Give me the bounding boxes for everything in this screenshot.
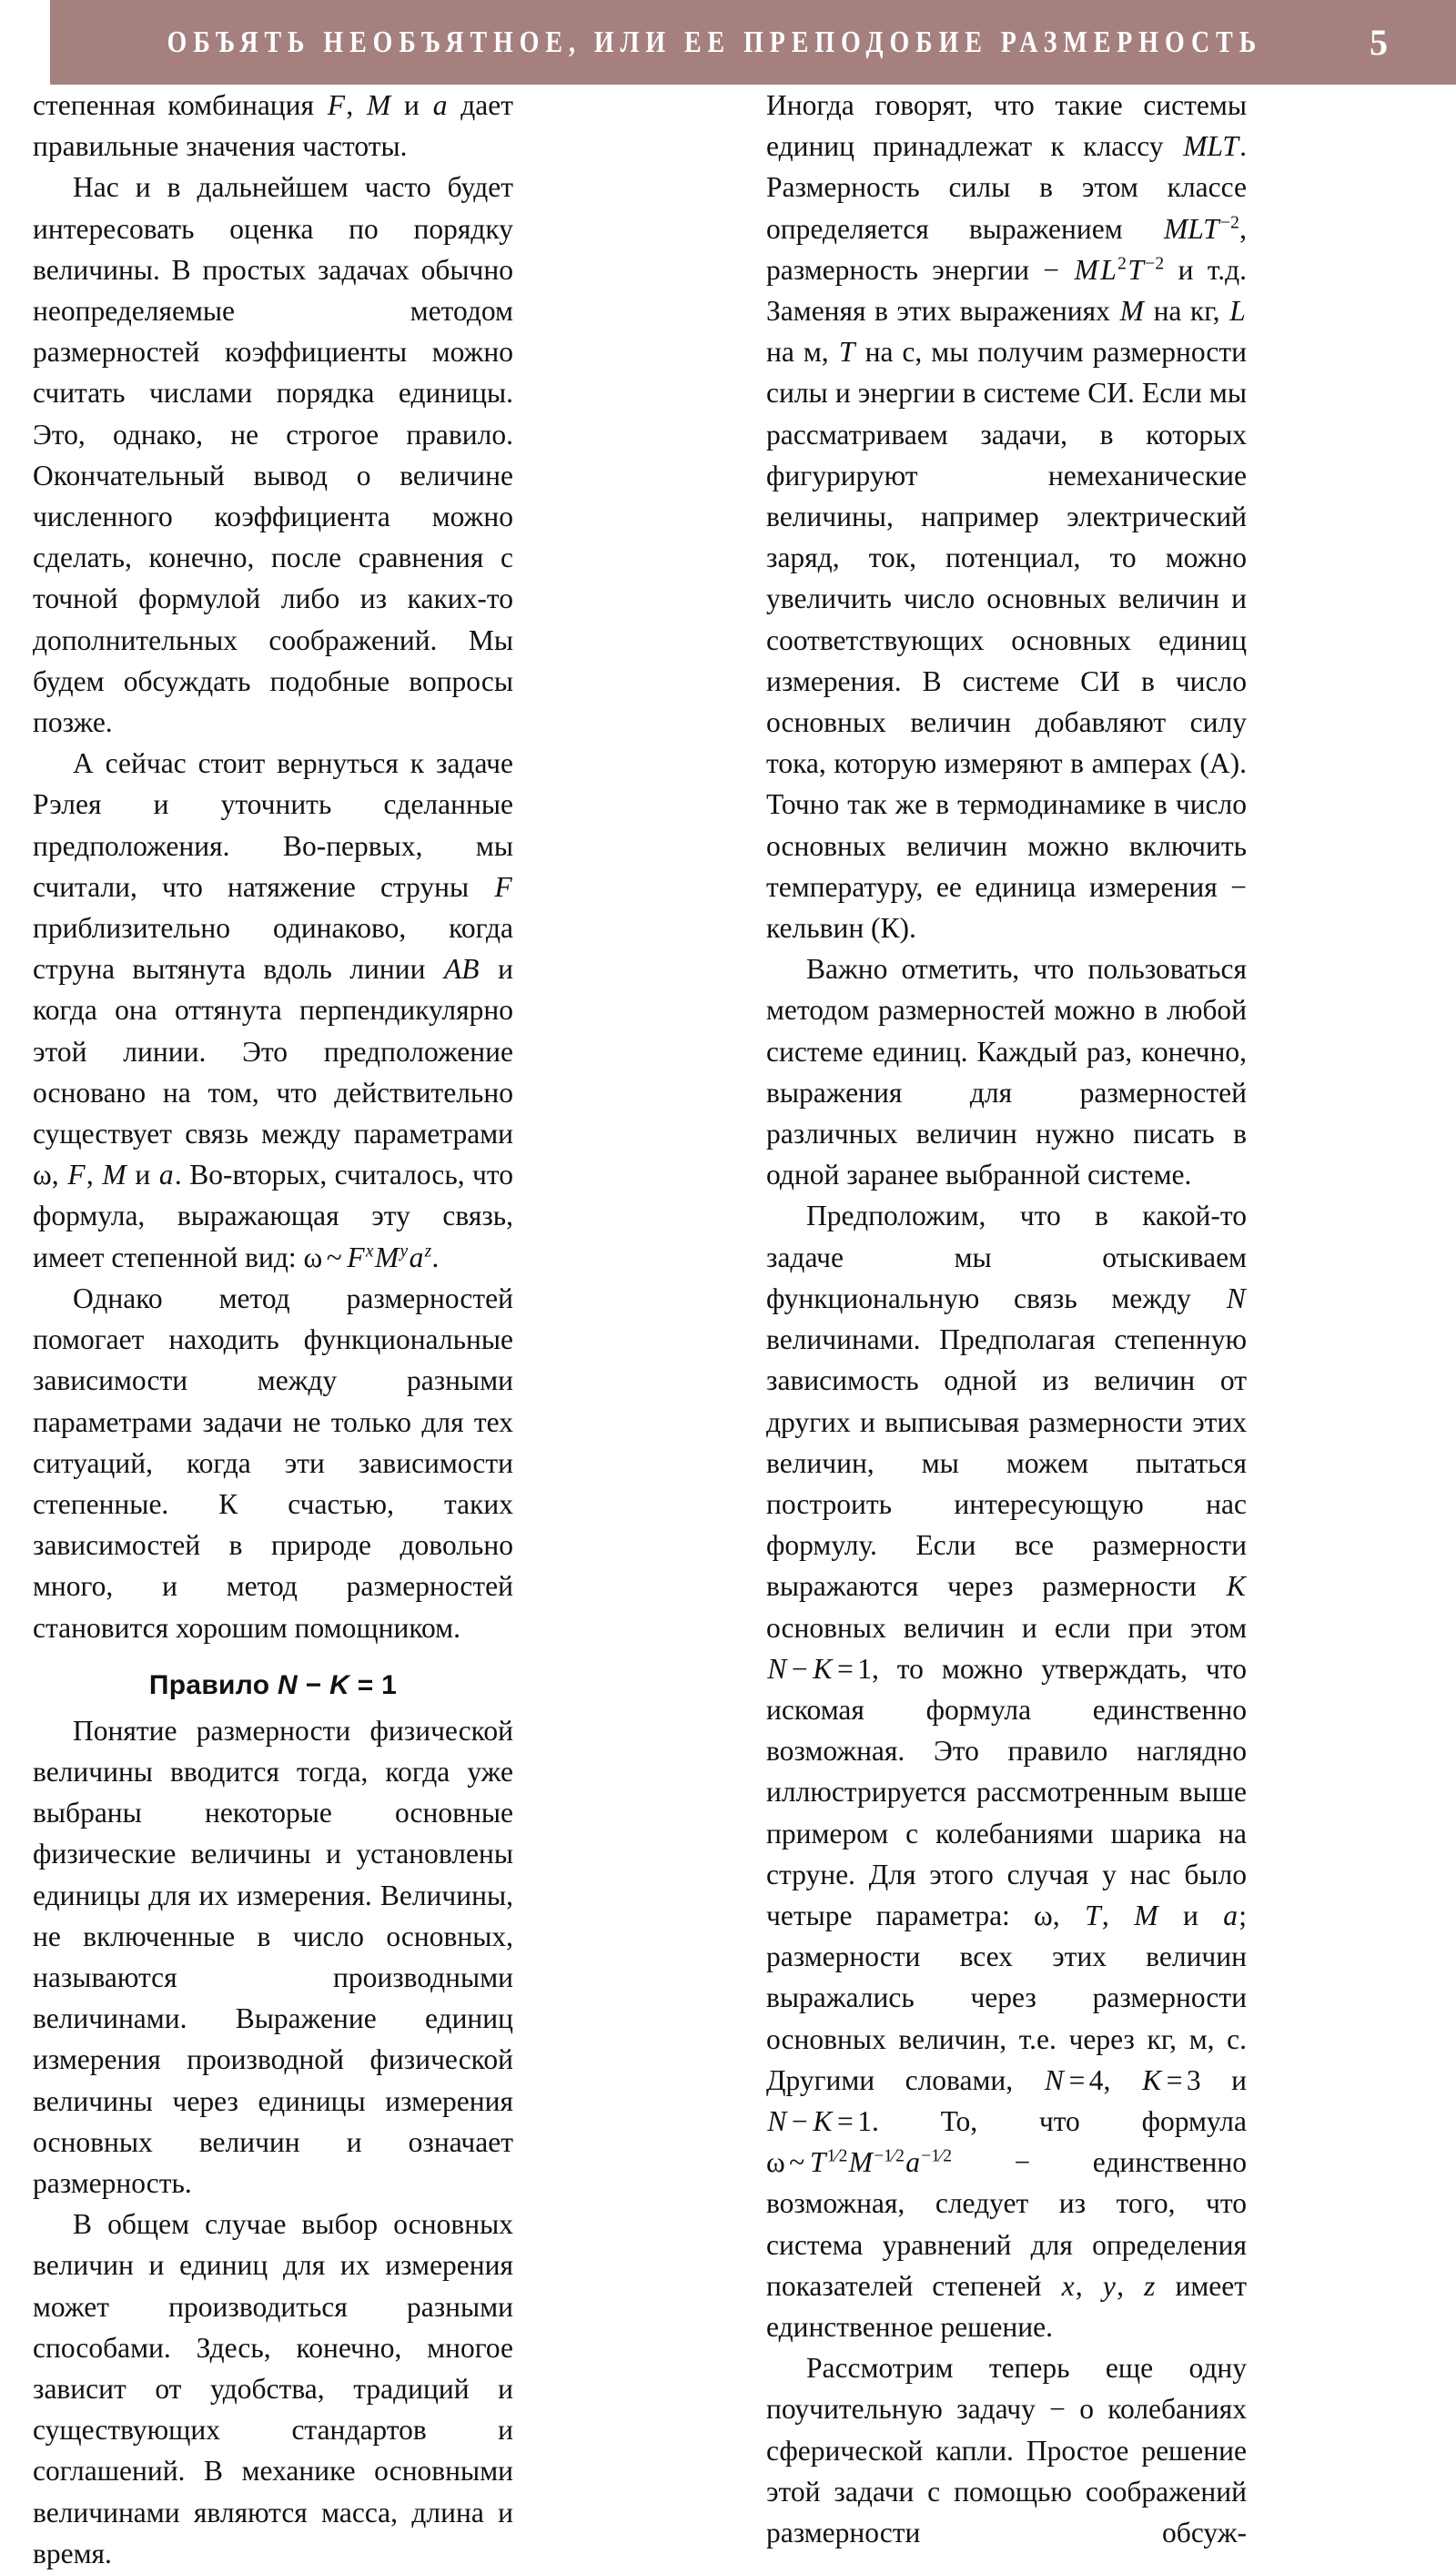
paragraph-text-fragment: Предположим, что в какой-то задаче мы отыскиваем функциональную связь между <box>766 1200 1247 1314</box>
math-exponent-one-half: 1⁄2 <box>826 2146 848 2166</box>
paragraph-text-fragment: , <box>1117 2269 1143 2302</box>
paragraph <box>33 85 513 167</box>
formula-omega-power-law <box>766 2146 952 2178</box>
math-variable-N: N <box>278 1669 298 1700</box>
math-operator-equals: = <box>837 2104 854 2137</box>
math-variable-L: L <box>1100 253 1117 286</box>
paragraph-text-fragment: , <box>1075 2269 1102 2302</box>
math-variable-z: z <box>1144 2269 1156 2302</box>
math-number-one: 1 <box>857 2104 872 2137</box>
paragraph-text-fragment: на м, <box>766 336 838 369</box>
paragraph-text-fragment: имеет единственное решение. <box>766 2269 1248 2343</box>
paragraph-text-fragment: Иногда говорят, что такие системы единиц принадлежат к классу <box>766 89 1247 163</box>
paragraph-text-fragment: , <box>86 1159 102 1191</box>
math-variable-N: N <box>767 1652 787 1685</box>
math-number-four: 4 <box>1088 2063 1104 2096</box>
paragraph-text: Понятие размерности физической величины вводится тогда, когда уже выбраны некоторые основные физические величины и установлены единицы для их измерения. Величины, не включенные в число основных, называются производными величинами. Выражение единиц измерения производной физической величины через единицы измерения основных величин и означает размерность. <box>33 1714 513 2199</box>
section-heading-value: 1 <box>381 1669 398 1700</box>
math-variable-M: M <box>1134 1899 1158 1931</box>
math-exponent-two: 2 <box>1117 254 1127 274</box>
section-heading-minus: − <box>298 1669 330 1700</box>
paragraph <box>33 1710 513 2204</box>
math-variable-MLT: MLT <box>1183 130 1239 163</box>
math-operator-minus: − <box>791 1652 808 1685</box>
text-column-left <box>33 85 513 2574</box>
paragraph <box>766 85 1247 948</box>
paragraph-text-fragment: , <box>1101 1899 1133 1931</box>
paragraph-text: В общем случае выбор основных величин и единиц для их измерения может производиться разными способами. Здесь, конечно, многое зависит от удобства, традиций и существующих стандартов и соглашений. В механике основными величинами являются масса, длина и время. <box>33 2208 513 2569</box>
math-variable-M: M <box>102 1159 126 1191</box>
math-variable-T: T <box>1085 1899 1101 1931</box>
math-variable-M: M <box>375 1241 399 1273</box>
math-operator-equals: = <box>1166 2063 1183 2096</box>
math-variable-a: a <box>905 2146 920 2179</box>
math-exponent-minus-two: −2 <box>1219 213 1240 233</box>
paragraph-text-fragment: , то можно утверждать, что искомая формула единственно возможная. Это правило наглядно иллюстрируется рассмотренным выше примером с колебаниями шарика на струне. Для этого случая у нас было четыре параметра: <box>766 1652 1247 1931</box>
paragraph-text-fragment: степенная комбинация <box>33 89 327 121</box>
running-header-title: ОБЪЯТЬ НЕОБЪЯТНОЕ, ИЛИ ЕЕ ПРЕПОДОБИЕ РАЗМЕРНОСТЬ <box>167 25 1263 59</box>
math-variable-F: F <box>67 1159 86 1191</box>
math-number-one: 1 <box>857 1652 872 1685</box>
section-heading-prefix: Правило <box>148 1669 278 1700</box>
paragraph-text-fragment: и <box>1158 1899 1223 1931</box>
math-variable-a: a <box>432 89 448 121</box>
math-exponent-y: y <box>399 1241 409 1262</box>
formula-energy-dimension <box>1073 254 1164 286</box>
math-operator-equals: = <box>1068 2063 1086 2096</box>
paragraph-text-fragment: приблизительно одинаково, когда струна вытянута вдоль линии <box>33 912 513 986</box>
math-operator-tilde: ~ <box>789 2146 805 2179</box>
paragraph-text-fragment: и когда она оттянута перпендикулярно этой линии. Это предположение основано на том, что действительно существует связь между параметрами <box>33 953 513 1150</box>
math-variable-N: N <box>1226 1282 1246 1314</box>
paragraph <box>33 167 513 743</box>
paragraph-text-fragment: дает правильные значения частоты. <box>33 89 513 163</box>
paragraph-text: Однако метод размерностей помогает находить функциональные зависимости между разными параметрами задачи не только для тех ситуаций, когда эти зависимости степенные. К счастью, таких зависимостей в природе довольно много, и метод размерностей становится хорошим помощником. <box>33 1282 513 1644</box>
math-variable-M: M <box>1119 295 1144 328</box>
paragraph-text-fragment: . То, что формула <box>871 2104 1247 2137</box>
paragraph <box>33 743 513 1278</box>
page-body <box>0 85 1456 2569</box>
math-variable-F: F <box>327 89 346 121</box>
paragraph-text-fragment: . <box>431 1241 440 1273</box>
math-variable-K: K <box>813 1652 833 1685</box>
math-exponent-minus-one-half: −1⁄2 <box>874 2146 905 2166</box>
paragraph-text: Нас и в дальнейшем часто будет интересовать оценка по порядку величины. В простых задачах обычно неопределяемые методом размерностей коэффициенты можно считать числами порядка единицы. Это, однако, не строгое правило. Окончательный вывод о величине численного коэффициента можно сделать, конечно, после сравнения с точной формулой либо из каких-то дополнительных соображений. Мы будем обсуждать подобные вопросы позже. <box>33 171 513 739</box>
paragraph-text: Важно отметить, что пользоваться методом размерностей можно в любой системе единиц. Каждый раз, конечно, выражения для размерностей различных величин нужно писать в одной заранее выбранной системе. <box>766 953 1247 1191</box>
math-number-three: 3 <box>1186 2063 1201 2096</box>
paragraph <box>766 2347 1247 2553</box>
math-variable-x: x <box>1061 2269 1075 2302</box>
section-heading-equals: = <box>349 1669 382 1700</box>
math-variable-F: F <box>494 870 512 903</box>
paragraph-text-fragment: и <box>391 89 432 121</box>
math-variable-T: T <box>838 336 855 369</box>
paragraph-text-fragment: . Во-вторых, считалось, что формула, выражающая эту связь, имеет степенной вид: <box>33 1159 513 1273</box>
math-variable-omega: ω <box>1034 1899 1053 1931</box>
math-operator-tilde: ~ <box>326 1241 342 1273</box>
paragraph-text-fragment: величинами. Предполагая степенную зависимость одной из величин от других и выписывая размерности этих величин, мы можем пытаться построить интересующую нас формулу. Если все размерности выражаются через размерности <box>766 1323 1247 1603</box>
paragraph-text-fragment: и т.д. Заменяя в этих выражениях <box>766 253 1247 328</box>
paragraph-text-fragment: . Размерность силы в этом классе определяется выражением <box>766 130 1247 245</box>
formula-power-law <box>304 1241 432 1273</box>
paragraph <box>766 948 1247 1195</box>
math-variable-y: y <box>1102 2269 1116 2302</box>
math-operator-equals: = <box>837 1652 854 1685</box>
paragraph-text-fragment: основных величин и если при этом <box>766 1611 1247 1644</box>
paragraph-text-fragment: , <box>51 1159 67 1191</box>
math-variable-a: a <box>409 1241 424 1273</box>
math-variable-M: M <box>848 2146 873 2179</box>
math-variable-N: N <box>767 2104 787 2137</box>
math-variable-L: L <box>1229 295 1246 328</box>
math-variable-K: K <box>329 1669 350 1700</box>
math-variable-M: M <box>366 89 391 121</box>
math-variable-a: a <box>158 1159 174 1191</box>
page-number: 5 <box>1370 21 1388 63</box>
paragraph-text-fragment: А сейчас стоит вернуться к задаче Рэлея и уточнить сделанные предположения. Во-первых, мы считали, что натяжение струны <box>33 747 513 903</box>
formula-k-equals-three <box>1141 2064 1201 2096</box>
paragraph-text-fragment: , <box>346 89 366 121</box>
math-exponent-z: z <box>424 1241 432 1262</box>
running-header <box>50 0 1456 85</box>
text-column-right <box>766 85 1247 2553</box>
math-variable-K: K <box>1142 2063 1162 2096</box>
paragraph-text-fragment: на с, мы получим размерности силы и энергии в системе СИ. Если мы рассматриваем задачи, в которых фигурируют немеханические величины, например электрический заряд, ток, потенциал, то можно увеличить число основных величин и соответствующих основных единиц измерения. В системе СИ в число основных величин добавляют силу тока, которую измеряют в амперах (А). Точно так же в термодинамике в число основных величин можно включить температуру, ее единица измерения − кельвин (К). <box>766 336 1247 945</box>
formula-n-equals-four <box>1044 2064 1104 2096</box>
paragraph <box>33 1278 513 1648</box>
math-operator-minus: − <box>791 2104 808 2137</box>
math-variable-omega: ω <box>303 1241 323 1273</box>
math-exponent-minus-two: −2 <box>1145 254 1165 274</box>
section-heading <box>33 1667 513 1704</box>
math-variable-K: K <box>813 2104 833 2137</box>
paragraph-text-fragment: , <box>1052 1899 1084 1931</box>
math-exponent-minus-one-half: −1⁄2 <box>921 2146 952 2166</box>
formula-n-minus-k-equals-one-repeat <box>766 2105 872 2137</box>
paragraph-text-fragment: на кг, <box>1145 295 1228 328</box>
paragraph <box>33 2204 513 2574</box>
paragraph-text-fragment: − единственно возможная, следует из того, что система уравнений для определения показателей степеней <box>766 2146 1247 2302</box>
math-variable-omega: ω <box>766 2146 785 2179</box>
paragraph-text-fragment: и <box>1200 2063 1247 2096</box>
formula-force-dimension <box>1163 213 1239 245</box>
math-variable-F: F <box>347 1241 365 1273</box>
paragraph-text-fragment: , размерность энергии − <box>766 212 1247 286</box>
math-variable-T: T <box>1127 253 1144 286</box>
paragraph-text-fragment: , <box>1103 2063 1141 2096</box>
math-exponent-x: x <box>365 1241 374 1262</box>
formula-n-minus-k-equals-one <box>766 1653 872 1685</box>
math-variable-N: N <box>1044 2063 1064 2096</box>
paragraph-text-fragment: и <box>126 1159 158 1191</box>
math-variable-a: a <box>1223 1899 1239 1931</box>
paragraph-text-fragment: ; размерности всех этих величин выражались через размерности основных величин, т.е. через кг, м, с. Другими словами, <box>766 1899 1248 2096</box>
math-variable-M: M <box>1074 253 1098 286</box>
paragraph <box>766 1195 1247 2347</box>
math-variable-K: K <box>1226 1570 1246 1603</box>
math-variable-AB: AB <box>444 953 480 986</box>
paragraph-text: Рассмотрим теперь еще одну поучительную задачу − о колебаниях сферической капли. Простое решение этой задачи с помощью соображений размерности обсуж- <box>766 2352 1247 2549</box>
math-variable-MLT: MLT <box>1164 212 1219 245</box>
math-variable-T: T <box>809 2146 826 2179</box>
math-variable-omega: ω <box>33 1159 52 1191</box>
